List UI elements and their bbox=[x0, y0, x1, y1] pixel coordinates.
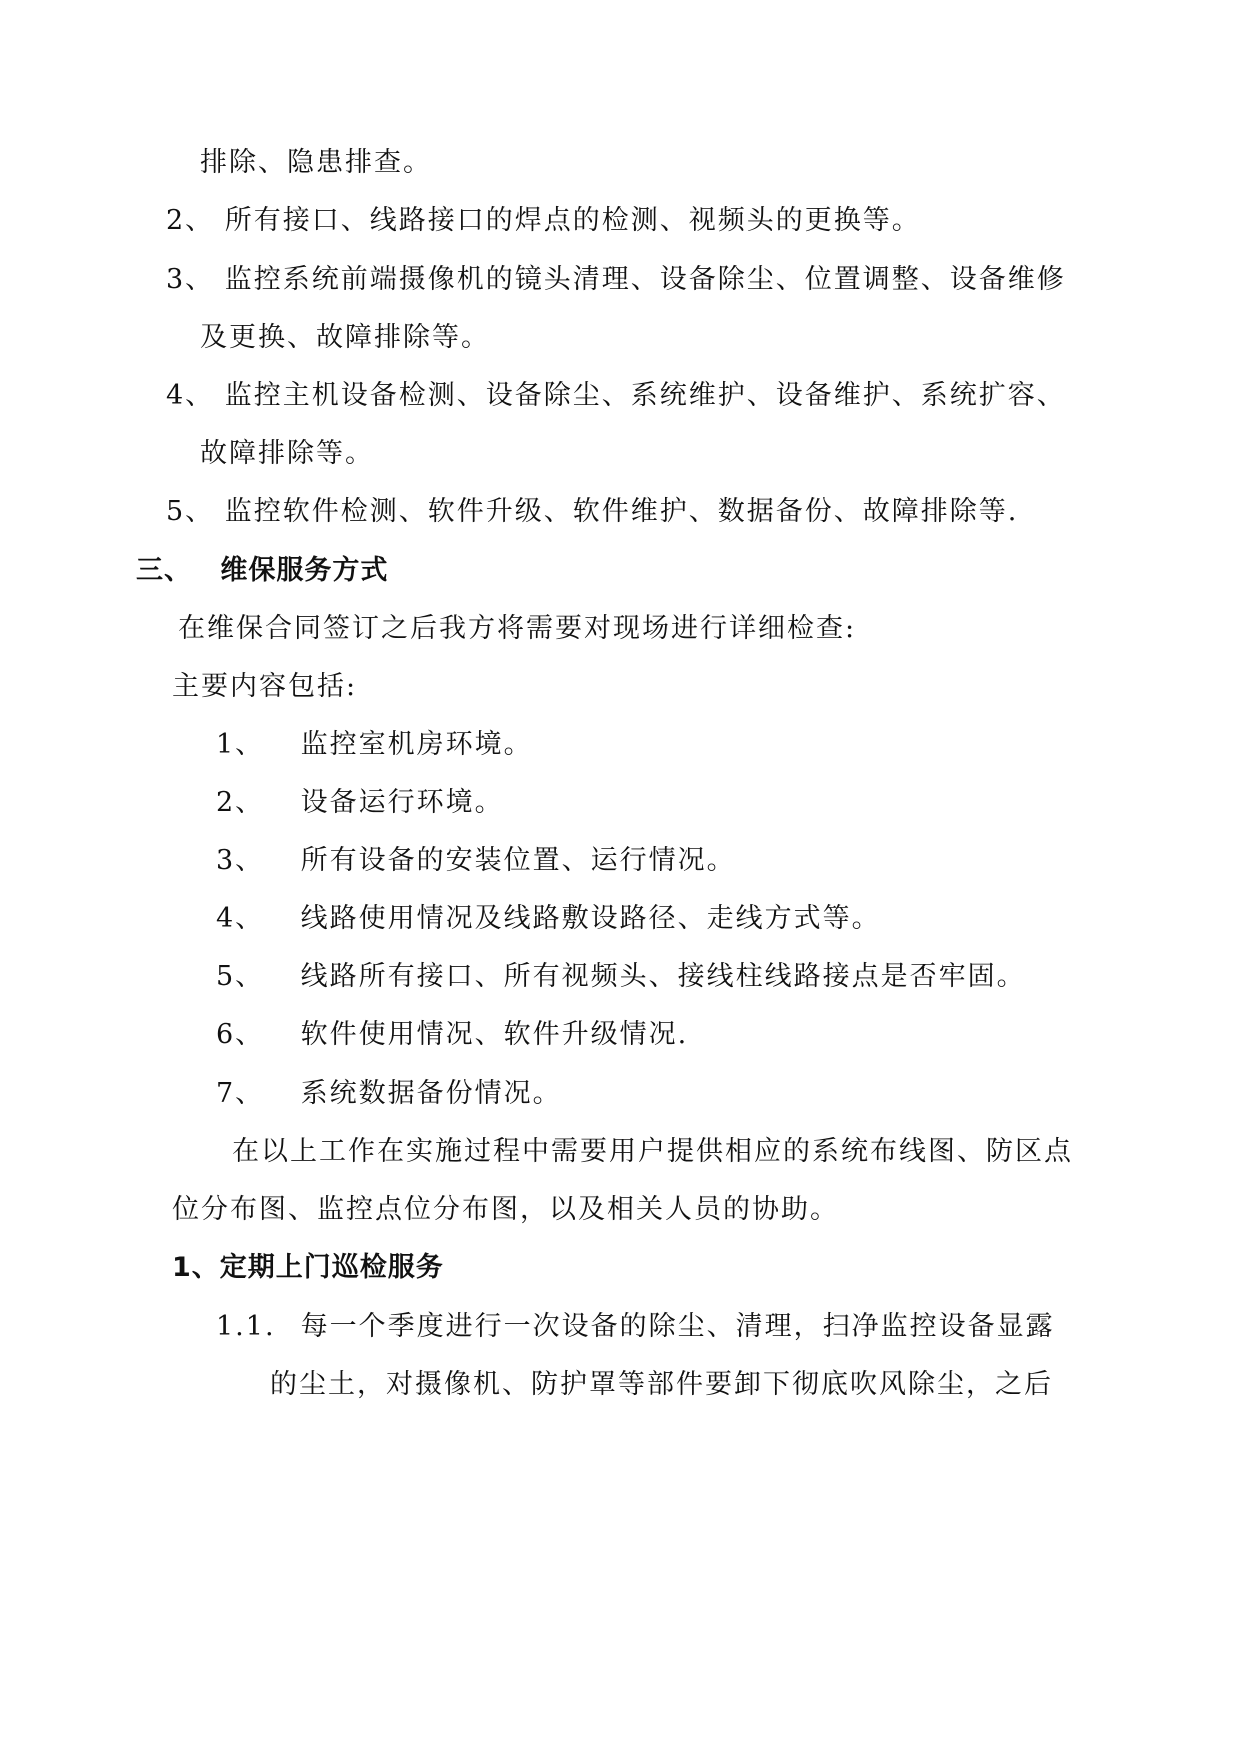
item-text: 所有设备的安装位置、运行情况。 bbox=[300, 845, 736, 876]
clause-text: 每一个季度进行一次设备的除尘、清理，扫净监控设备显露 bbox=[300, 1311, 1055, 1342]
list-item-4 bbox=[166, 379, 1066, 413]
paragraph-requirements-continued: 位分布图、监控点位分布图，以及相关人员的协助。 bbox=[172, 1194, 839, 1225]
paragraph-requirements: 在以上工作在实施过程中需要用户提供相应的系统布线图、防区点 bbox=[232, 1136, 1073, 1167]
item-text: 系统数据备份情况。 bbox=[300, 1078, 562, 1109]
item-number: 6、 bbox=[216, 1019, 265, 1050]
check-item-5 bbox=[216, 960, 1026, 994]
item-text: 监控系统前端摄像机的镜头清理、设备除尘、位置调整、设备维修 bbox=[224, 264, 1066, 295]
item-number: 4、 bbox=[216, 903, 265, 934]
list-item-5 bbox=[166, 495, 1018, 529]
continued-line: 排除、隐患排查。 bbox=[200, 147, 432, 178]
item-text: 设备运行环境。 bbox=[300, 787, 504, 818]
check-item-2 bbox=[216, 786, 504, 820]
item-number: 4、 bbox=[166, 380, 215, 411]
check-item-7 bbox=[216, 1077, 562, 1111]
check-item-1 bbox=[216, 728, 533, 762]
heading-number: 三、 bbox=[136, 555, 192, 586]
list-item-4-continued: 故障排除等。 bbox=[200, 438, 374, 469]
item-number: 2、 bbox=[216, 787, 265, 818]
item-number: 7、 bbox=[216, 1078, 265, 1109]
heading-text: 维保服务方式 bbox=[220, 555, 389, 586]
item-text: 监控软件检测、软件升级、软件维护、数据备份、故障排除等. bbox=[224, 496, 1019, 527]
clause-1-1-continued: 的尘土，对摄像机、防护罩等部件要卸下彻底吹风除尘，之后 bbox=[270, 1369, 1053, 1400]
subsection-heading: 1、定期上门巡检服务 bbox=[172, 1252, 444, 1283]
list-item-3 bbox=[166, 263, 1066, 297]
item-number: 5、 bbox=[166, 496, 215, 527]
item-text: 所有接口、线路接口的焊点的检测、视频头的更换等。 bbox=[224, 205, 921, 236]
list-item-2 bbox=[166, 204, 921, 238]
item-number: 3、 bbox=[216, 845, 265, 876]
item-text: 线路使用情况及线路敷设路径、走线方式等。 bbox=[300, 903, 881, 934]
item-text: 线路所有接口、所有视频头、接线柱线路接点是否牢固。 bbox=[300, 961, 1026, 992]
clause-number: 1.1. bbox=[216, 1311, 276, 1342]
item-text: 软件使用情况、软件升级情况. bbox=[300, 1019, 689, 1050]
item-number: 5、 bbox=[216, 961, 265, 992]
check-item-4 bbox=[216, 902, 881, 936]
section-heading-3 bbox=[136, 554, 388, 588]
paragraph-content-heading: 主要内容包括: bbox=[172, 671, 358, 702]
item-number: 1、 bbox=[216, 729, 265, 760]
item-text: 监控主机设备检测、设备除尘、系统维护、设备维护、系统扩容、 bbox=[224, 380, 1066, 411]
list-item-3-continued: 及更换、故障排除等。 bbox=[200, 322, 490, 353]
clause-1-1 bbox=[216, 1310, 1055, 1344]
check-item-6 bbox=[216, 1018, 688, 1052]
item-number: 3、 bbox=[166, 264, 215, 295]
paragraph-intro: 在维保合同签订之后我方将需要对现场进行详细检查: bbox=[178, 613, 857, 644]
check-item-3 bbox=[216, 844, 736, 878]
item-text: 监控室机房环境。 bbox=[300, 729, 533, 760]
item-number: 2、 bbox=[166, 205, 215, 236]
